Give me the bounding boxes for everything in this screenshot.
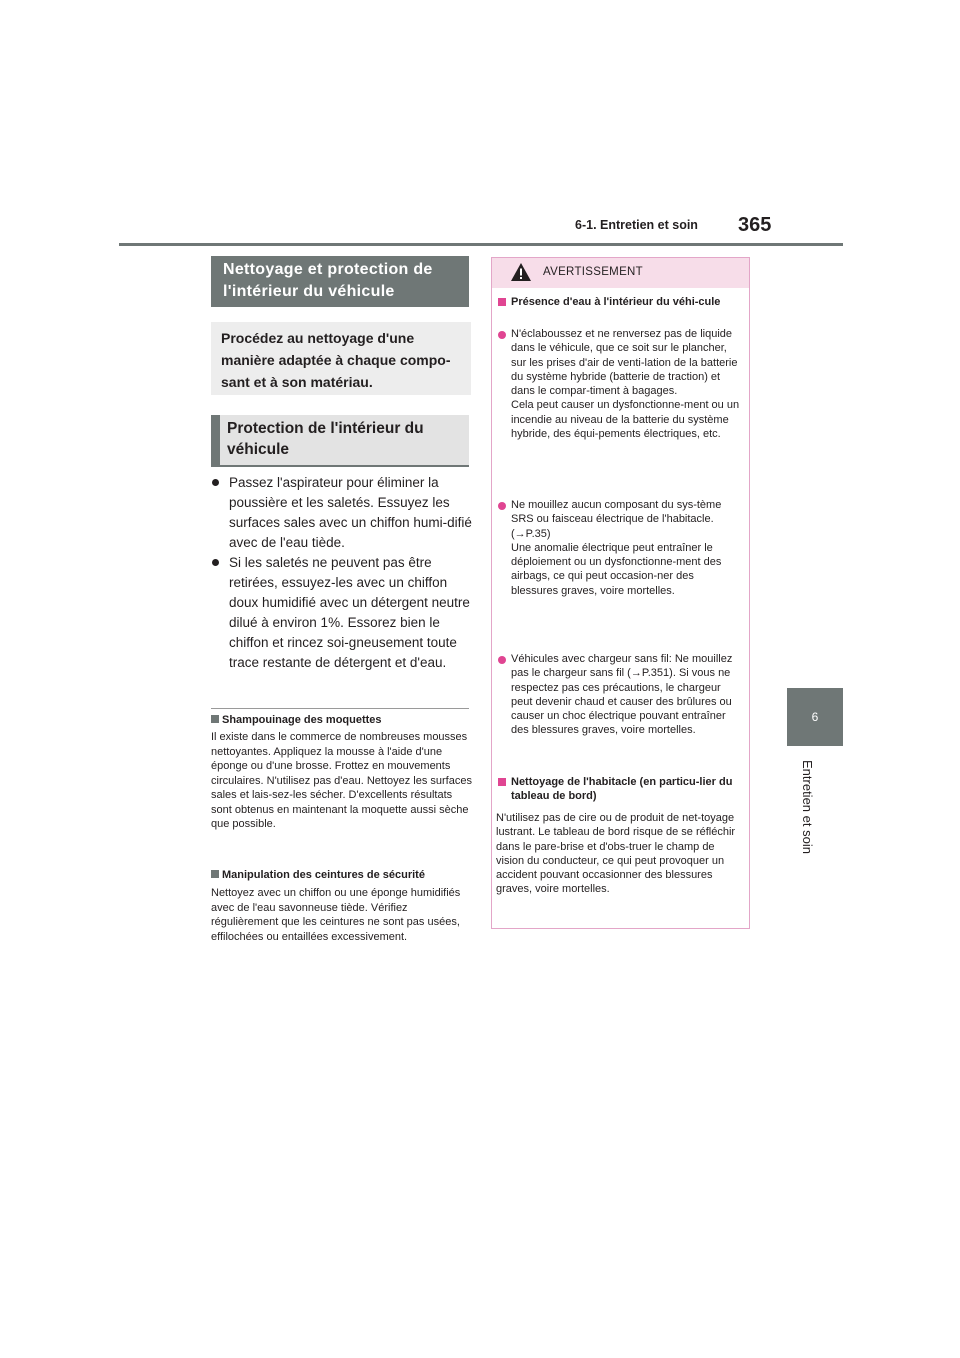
bullet-text: Passez l'aspirateur pour éliminer la poussière et les saletés. Essuyez les surfaces sales avec un chiffon humi-difié avec de l'eau tiède. [229, 475, 472, 550]
intro-text: Procédez au nettoyage d'une manière adaptée à chaque compo-sant et à son matériau. [211, 322, 471, 395]
warning-item-text: N'éclaboussez et ne renversez pas de liquide dans le véhicule, que ce soit sur le plancher, sur les prises d'air de venti-lation de la batterie du système hybride (batterie de traction) et dans le compar-timent à bagages. Cela peut causer un dysfonctionne-ment ou un incendie au niveau de la batterie du système hybride, des équi-pements électriques, etc. [511, 328, 740, 441]
note-heading: Shampouinage des moquettes [211, 713, 473, 727]
header-divider [119, 243, 843, 246]
bullet-dot-icon [212, 479, 219, 486]
sub-title: Protection de l'intérieur du véhicule [211, 415, 469, 465]
note-heading: Manipulation des ceintures de sécurité [211, 868, 473, 882]
square-bullet-icon [211, 715, 219, 723]
warning-item-text: Ne mouillez aucun composant du sys-tème SRS ou faisceau électrique de l'habitacle. (→P.35) Une anomalie électrique peut entraîner le déploiement ou un dysfonctionne-ment des airbags, ce qui peut occasion-ner des blessures graves, voire mortelles. [511, 499, 722, 597]
warning-title: AVERTISSEMENT [543, 266, 643, 278]
note-body: Nettoyez avec un chiffon ou une éponge humidifiés avec de l'eau savonneuse tiède. Vérifiez régulièrement que les ceintures ne sont pas usées, effilochées ou entaillées excessivement. [211, 887, 461, 943]
bullet-dot-icon [498, 331, 506, 339]
chapter-number: 6 [811, 710, 819, 724]
chapter-tab [787, 688, 843, 746]
square-bullet-icon [498, 298, 506, 306]
warning-triangle-icon [510, 262, 532, 282]
section-title: 6-1. Entretien et soin [575, 218, 698, 232]
note-body: Il existe dans le commerce de nombreuses mousses nettoyantes. Appliquez la mousse à l'aide d'une éponge ou d'une brosse. Frottez en mouvements circulaires. N'utilisez pas d'eau. Nettoyez les surfaces sales et lais-sez-les sécher. D'excellents résultats sont obtenus en maintenant la moquette aussi sèche que possible. [211, 731, 472, 830]
warning-body: N'utilisez pas de cire ou de produit de net-toyage lustrant. Le tableau de bord risque de se réfléchir dans le pare-brise et d'obs-truer le champ de vision du conducteur, ce qui peut provoquer un accident pouvant occasionner des blessures graves, voire mortelles. [496, 812, 736, 896]
main-title: Nettoyage et protection de l'intérieur du véhicule [211, 256, 469, 307]
notes-divider [211, 708, 469, 709]
square-bullet-icon [211, 870, 219, 878]
bullet-text: Si les saletés ne peuvent pas être retirées, essuyez-les avec un chiffon doux humidifié avec un détergent neutre dilué à environ 1%. Essorez bien le chiffon et rincez soi-gneusement toute trace restante de détergent et d'eau. [229, 555, 470, 670]
sub-title-rule [211, 465, 469, 467]
chapter-side-label: Entretien et soin [800, 760, 815, 854]
page-number: 365 [738, 214, 772, 236]
bullet-dot-icon [498, 656, 506, 664]
square-bullet-icon [498, 778, 506, 786]
bullet-dot-icon [498, 502, 506, 510]
warning-header [492, 258, 749, 288]
bullet-dot-icon [212, 559, 219, 566]
warning-item-text: Véhicules avec chargeur sans fil: Ne mouillez pas le chargeur sans fil (→P.351). Si vous ne respectez pas ces précautions, le chargeur peut devenir chaud et causer des brûlures ou causer un choc électrique pouvant entraîner des blessures graves, voire mortelles. [511, 653, 733, 737]
